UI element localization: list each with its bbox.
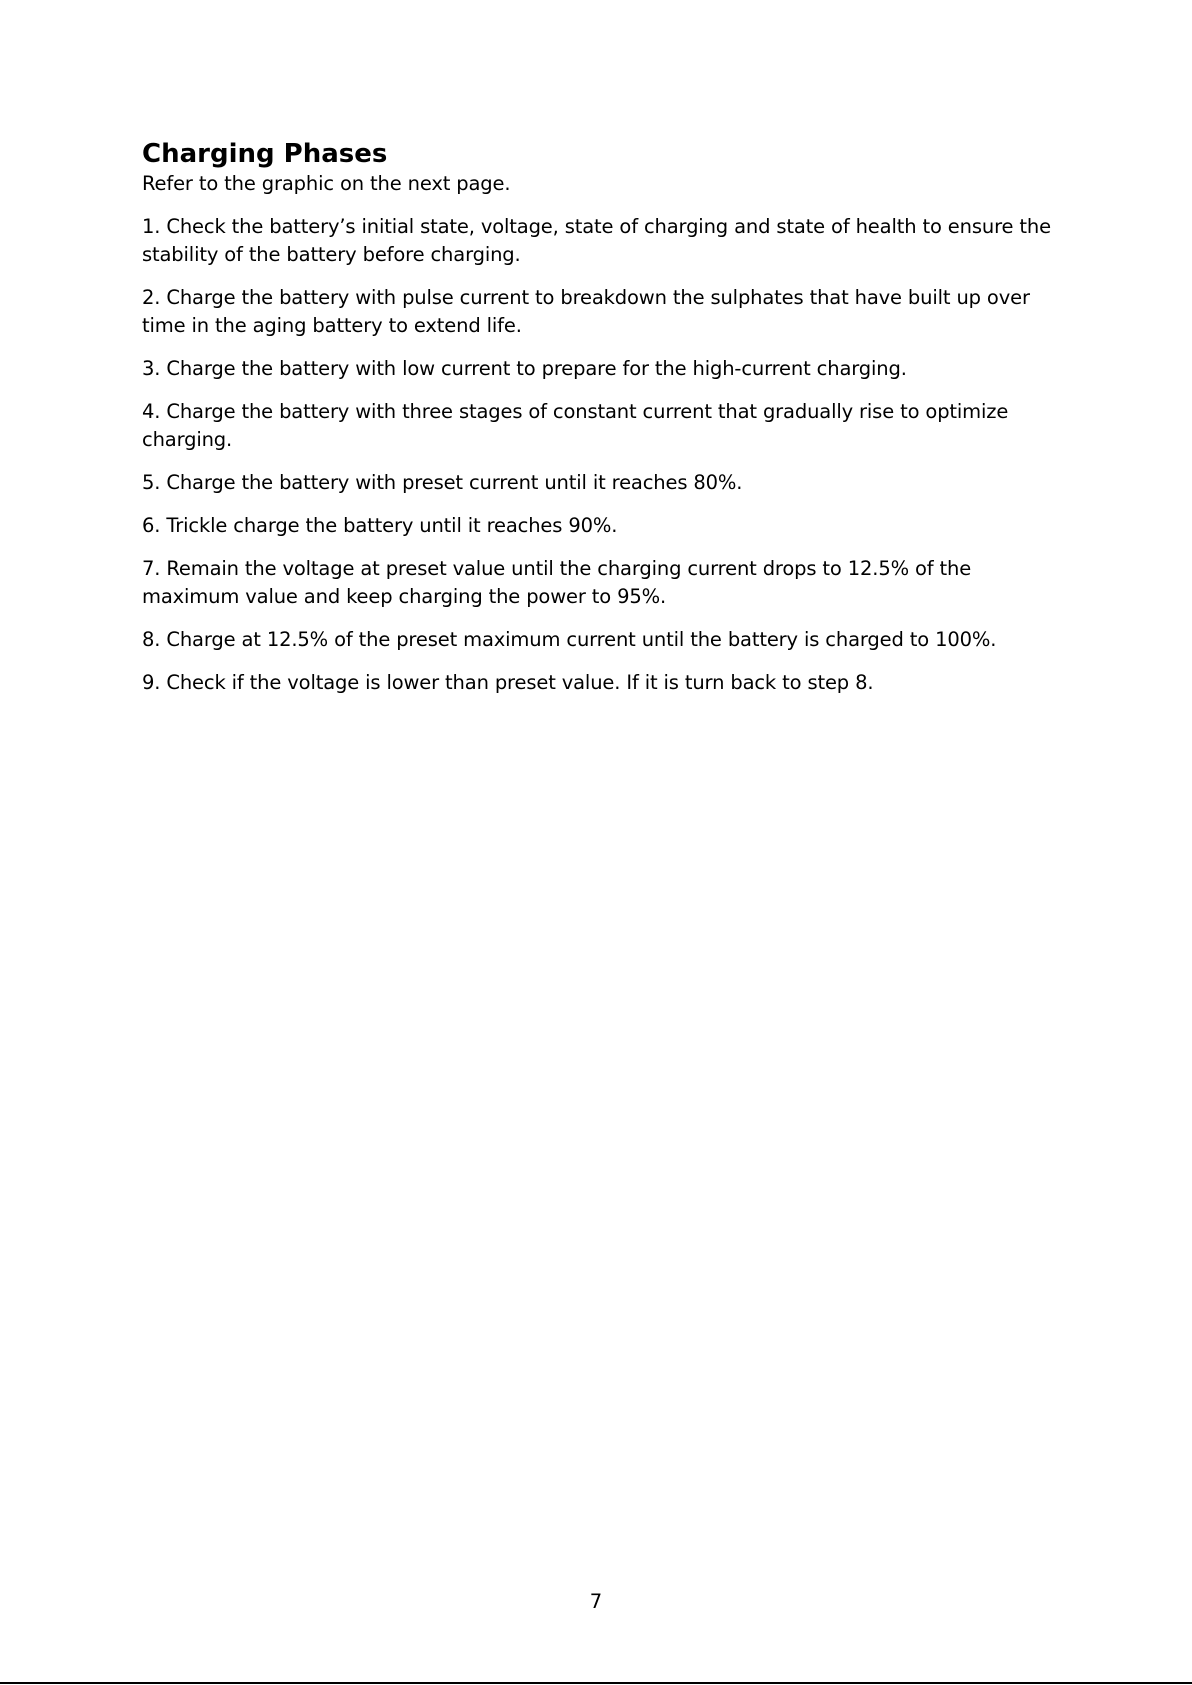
intro-text: Refer to the graphic on the next page. [142,172,511,195]
step-item-5: 5. Charge the battery with preset current until it reaches 80%. [142,471,743,494]
charging-steps-list [142,213,1062,697]
step-item-4: 4. Charge the battery with three stages of constant current that gradually rise to optimize charging. [142,400,1009,451]
step-item-1: 1. Check the battery’s initial state, voltage, state of charging and state of health to ensure the stability of the battery before charging. [142,215,1051,266]
step-item-6: 6. Trickle charge the battery until it reaches 90%. [142,514,618,537]
bottom-rule [0,1682,1192,1684]
page-title: Charging Phases [142,139,388,169]
step-item-7: 7. Remain the voltage at preset value until the charging current drops to 12.5% of the maximum value and keep charging the power to 95%. [142,557,972,608]
step-item-8: 8. Charge at 12.5% of the preset maximum current until the battery is charged to 100%. [142,628,997,651]
page-number: 7 [589,1590,603,1613]
step-item-2: 2. Charge the battery with pulse current to breakdown the sulphates that have built up over time in the aging battery to extend life. [142,286,1030,337]
step-item-9: 9. Check if the voltage is lower than preset value. If it is turn back to step 8. [142,671,874,694]
page-content [142,138,1062,712]
step-item-3: 3. Charge the battery with low current to prepare for the high-current charging. [142,357,907,380]
